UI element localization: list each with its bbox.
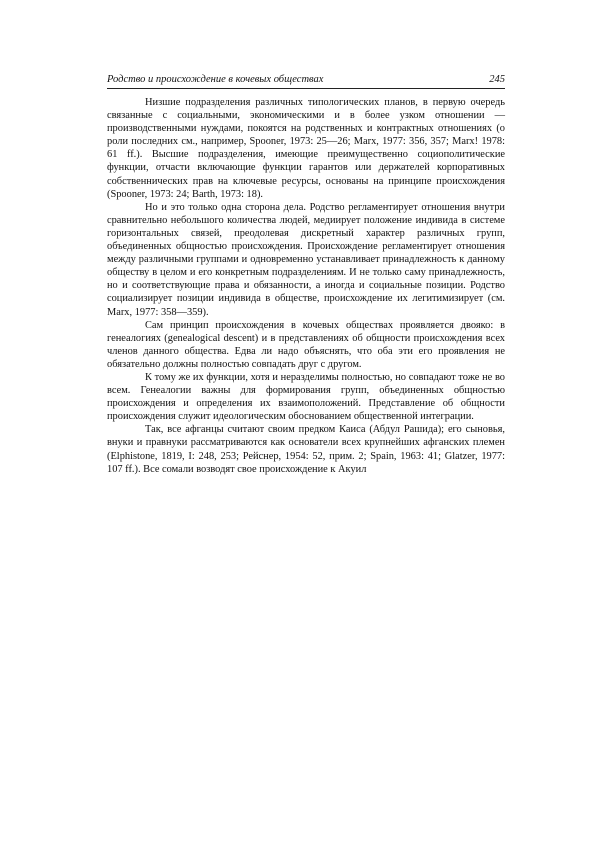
running-head-title: Родство и происхождение в кочевых обществах <box>107 74 324 85</box>
header-rule <box>107 88 505 89</box>
paragraph: Сам принцип происхождения в кочевых обществах проявляется двояко: в генеалогиях (genealogical descent) и в представлениях об общности происхождения всех членов данного общества. Едва ли надо объяснять, что оба эти его проявления не обязательно должны полностью совпадать друг с другом. <box>107 319 505 370</box>
page-number: 245 <box>489 74 505 85</box>
paragraph: К тому же их функции, хотя и неразделимы полностью, но совпадают тоже не во всем. Генеалогии важны для формирования групп, объединенных общностью происхождения и определения их взаимоположений. Представление об общности происхождения служит идеологическим обоснованием общественной интеграции. <box>107 371 505 423</box>
body-text <box>107 96 505 476</box>
paragraph: Так, все афганцы считают своим предком Каиса (Абдул Рашида); его сыновья, внуки и правнуки рассматриваются как основатели всех крупнейших афганских племен (Elphistone, 1819, I: 248, 253; Рейснер, 1954: 52, прим. 2; Spain, 1963: 41; Glatzer, 1977: 107 ff.). Все сомали возводят свое происхождение к Акуил <box>107 424 505 475</box>
running-head <box>107 74 505 86</box>
paragraph: Но и это только одна сторона дела. Родство регламентирует отношения внутри сравнительно небольшого количества людей, медиирует положение индивида в системе горизонтальных связей, преодолевая дискретный характер различных групп, объединенных общностью происхождения. Происхождение регламентирует отношения между различными группами и одновременно устанавливает принадлежность к данному обществу в целом и его конкретным подразделениям. И не только саму принадлежность, но и соответствующие права и обязанности, а иногда и социальные позиции. Родство социализирует позиции индивида в обществе, происхождение их легитимизирует (см. Marx, 1977: 358—359). <box>107 201 505 318</box>
paragraph: Низшие подразделения различных типологических планов, в первую очередь связанные с социальными, экономическими и в более узком отношении — производственными нуждами, покоятся на родственных и контрактных отношениях (о роли последних см., например, Spooner, 1973: 25—26; Marx, 1977: 356, 357; Marx! 1978: 61 ff.). Высшие подразделения, имеющие преимущественно социополитические функции, отчасти включающие функции гарантов или держателей корпоративных собственнических прав на ключевые ресурсы, основаны на принципе происхождения (Spooner, 1973: 24; Barth, 1973: 18). <box>107 97 505 200</box>
